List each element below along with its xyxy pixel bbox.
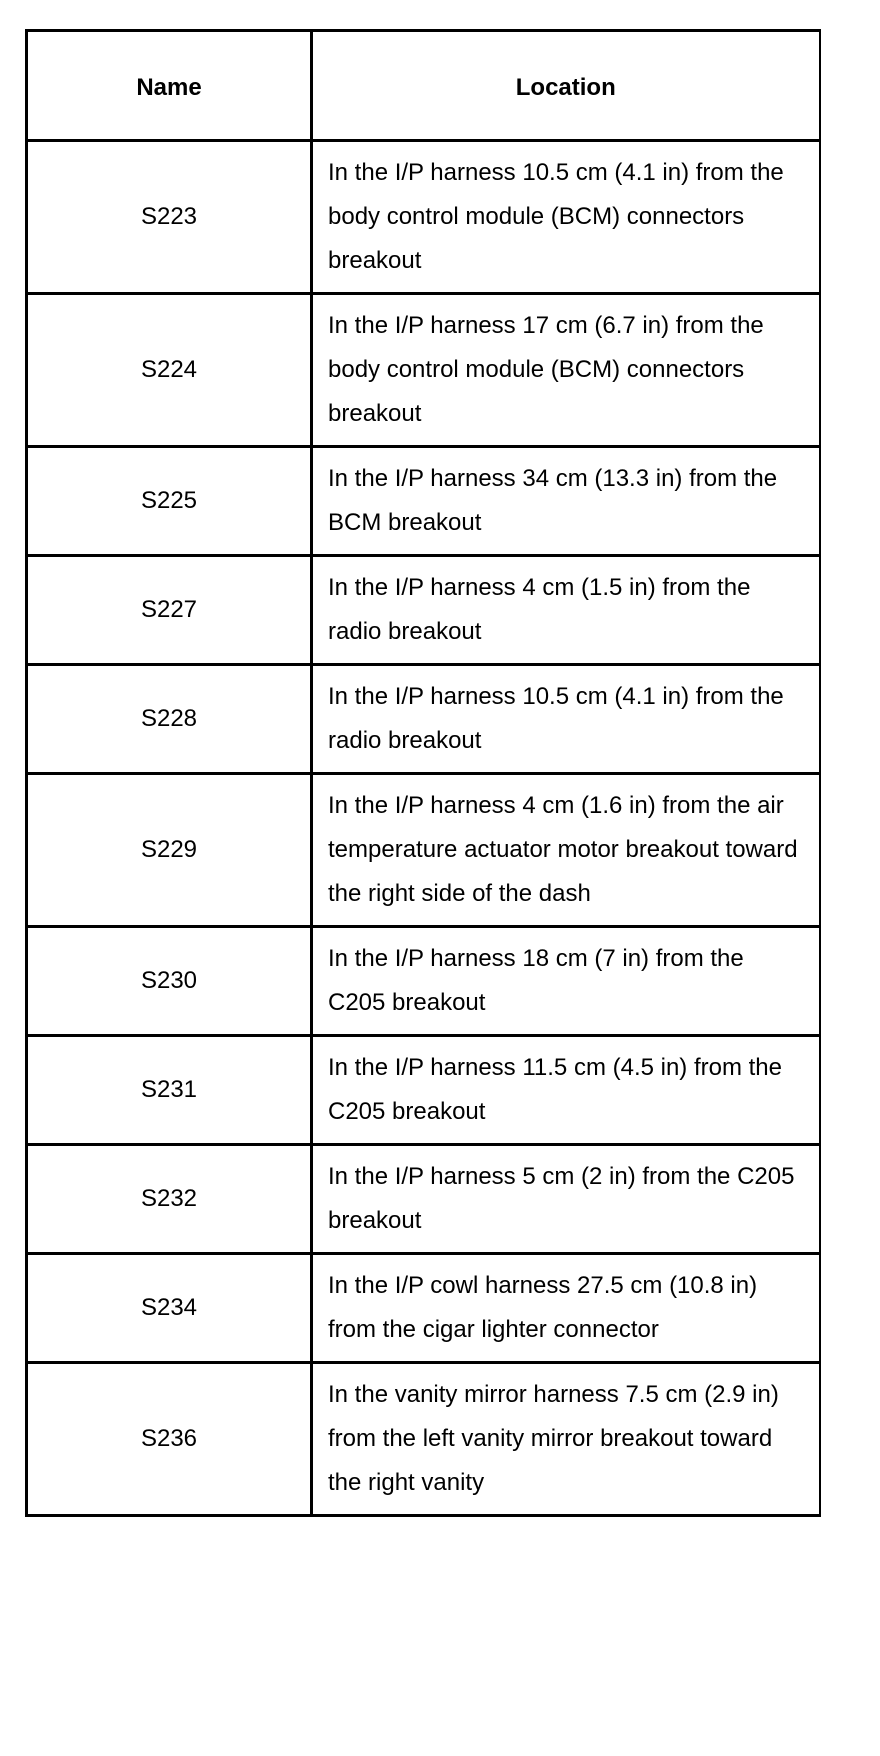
table-header-row (27, 31, 820, 141)
table-row (27, 1254, 820, 1363)
table-row (27, 774, 820, 927)
table-row (27, 665, 820, 774)
table-row (27, 1363, 820, 1516)
splice-name-cell: S234 (27, 1254, 312, 1363)
splice-name-cell: S227 (27, 556, 312, 665)
splice-location-cell: In the I/P harness 11.5 cm (4.5 in) from the C205 breakout (312, 1036, 820, 1145)
table-row (27, 294, 820, 447)
splice-location-cell: In the I/P cowl harness 27.5 cm (10.8 in) from the cigar lighter connector (312, 1254, 820, 1363)
name-column-header: Name (27, 31, 312, 141)
splice-name-cell: S223 (27, 141, 312, 294)
location-column-header: Location (312, 31, 820, 141)
splice-name-cell: S228 (27, 665, 312, 774)
splice-location-cell: In the I/P harness 34 cm (13.3 in) from the BCM breakout (312, 447, 820, 556)
splice-name-cell: S224 (27, 294, 312, 447)
splice-location-cell: In the I/P harness 5 cm (2 in) from the C205 breakout (312, 1145, 820, 1254)
table-row (27, 556, 820, 665)
splice-name-cell: S229 (27, 774, 312, 927)
table-row (27, 447, 820, 556)
splice-location-cell: In the I/P harness 4 cm (1.5 in) from the radio breakout (312, 556, 820, 665)
table-row (27, 927, 820, 1036)
table-body (27, 141, 820, 1516)
splice-location-cell: In the vanity mirror harness 7.5 cm (2.9 in) from the left vanity mirror breakout toward the right vanity (312, 1363, 820, 1516)
splice-name-cell: S231 (27, 1036, 312, 1145)
splice-location-cell: In the I/P harness 18 cm (7 in) from the C205 breakout (312, 927, 820, 1036)
splice-location-cell: In the I/P harness 4 cm (1.6 in) from the air temperature actuator motor breakout toward the right side of the dash (312, 774, 820, 927)
splice-name-cell: S230 (27, 927, 312, 1036)
splice-location-cell: In the I/P harness 10.5 cm (4.1 in) from the radio breakout (312, 665, 820, 774)
table-row (27, 1145, 820, 1254)
table-row (27, 141, 820, 294)
splice-location-cell: In the I/P harness 10.5 cm (4.1 in) from the body control module (BCM) connectors breakout (312, 141, 820, 294)
table-row (27, 1036, 820, 1145)
splice-location-cell: In the I/P harness 17 cm (6.7 in) from the body control module (BCM) connectors breakout (312, 294, 820, 447)
splice-name-cell: S225 (27, 447, 312, 556)
splice-name-cell: S232 (27, 1145, 312, 1254)
splice-location-table (25, 29, 821, 1517)
splice-name-cell: S236 (27, 1363, 312, 1516)
